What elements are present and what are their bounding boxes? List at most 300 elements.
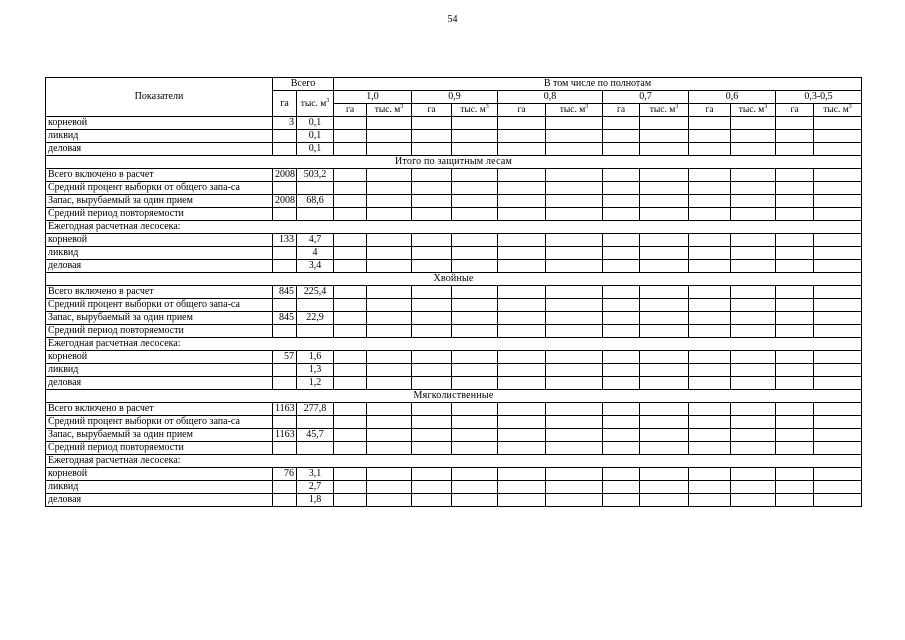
density-value-cell	[603, 195, 640, 208]
density-value-cell	[814, 182, 862, 195]
density-value-cell	[731, 494, 776, 507]
density-value-cell	[498, 312, 546, 325]
row-label: Средний период повторяемости	[46, 325, 273, 338]
total-volume-cell: 0,1	[297, 117, 334, 130]
density-value-cell	[412, 377, 452, 390]
density-value-cell	[498, 468, 546, 481]
total-ha-cell	[273, 299, 297, 312]
section-row	[46, 390, 862, 403]
table-row	[46, 286, 862, 299]
total-volume-cell	[297, 416, 334, 429]
total-ha-cell	[273, 130, 297, 143]
density-value-cell	[498, 286, 546, 299]
density-value-cell	[498, 234, 546, 247]
density-value-cell	[546, 416, 603, 429]
density-value-cell	[640, 195, 689, 208]
density-value-cell	[640, 494, 689, 507]
density-value-cell	[814, 364, 862, 377]
density-value-cell	[546, 494, 603, 507]
density-value-cell	[640, 208, 689, 221]
subheading-row	[46, 221, 862, 234]
density-value-cell	[689, 247, 731, 260]
table-row	[46, 377, 862, 390]
density-value-cell	[546, 247, 603, 260]
density-value-cell	[776, 377, 814, 390]
density-value-cell	[452, 143, 498, 156]
table-row	[46, 169, 862, 182]
density-value-cell	[412, 208, 452, 221]
density-value-cell	[367, 377, 412, 390]
density-value-cell	[452, 403, 498, 416]
row-label: Ежегодная расчетная лесосека:	[46, 221, 862, 234]
total-volume-cell	[297, 208, 334, 221]
density-value-cell	[334, 429, 367, 442]
density-value-cell	[731, 312, 776, 325]
indicators-header: Показатели	[46, 78, 273, 117]
density-value-cell	[412, 364, 452, 377]
table-row	[46, 247, 862, 260]
density-value-cell	[334, 234, 367, 247]
density-value-cell	[603, 130, 640, 143]
unit-volume-header: тыс. $м^3$	[367, 104, 412, 117]
density-value-cell	[814, 234, 862, 247]
density-value-cell	[498, 247, 546, 260]
total-ha-cell	[273, 416, 297, 429]
density-value-cell	[689, 286, 731, 299]
total-ha-cell	[273, 481, 297, 494]
row-label: Запас, вырубаемый за один прием	[46, 429, 273, 442]
density-value-cell	[689, 130, 731, 143]
density-value-cell	[689, 468, 731, 481]
density-value-cell	[498, 364, 546, 377]
total-volume-header: тыс. $м^3$	[297, 91, 334, 117]
row-label: деловая	[46, 143, 273, 156]
density-value-cell	[452, 234, 498, 247]
total-ha-cell: 1163	[273, 403, 297, 416]
density-value-cell	[776, 442, 814, 455]
density-value-cell	[367, 494, 412, 507]
density-value-cell	[334, 260, 367, 273]
density-value-cell	[640, 234, 689, 247]
density-value-cell	[731, 442, 776, 455]
total-volume-cell: 4	[297, 247, 334, 260]
density-value-cell	[412, 494, 452, 507]
total-ha-cell	[273, 208, 297, 221]
density-value-cell	[814, 247, 862, 260]
density-value-cell	[334, 130, 367, 143]
density-value-cell	[412, 325, 452, 338]
density-value-cell	[452, 429, 498, 442]
total-volume-cell: 0,1	[297, 143, 334, 156]
density-value-cell	[640, 364, 689, 377]
density-value-cell	[731, 364, 776, 377]
density-value-cell	[731, 182, 776, 195]
unit-ha-header: га	[334, 104, 367, 117]
section-row	[46, 273, 862, 286]
density-value-cell	[498, 351, 546, 364]
density-value-cell	[776, 182, 814, 195]
density-value-cell	[334, 117, 367, 130]
density-value-cell	[367, 416, 412, 429]
density-value-cell	[452, 117, 498, 130]
density-value-cell	[452, 286, 498, 299]
density-value-cell	[689, 260, 731, 273]
density-header: 0,3-0,5	[776, 91, 862, 104]
density-value-cell	[603, 260, 640, 273]
row-label: Средний процент выборки от общего запа-са	[46, 182, 273, 195]
density-value-cell	[814, 351, 862, 364]
row-label: Всего включено в расчет	[46, 286, 273, 299]
density-value-cell	[412, 312, 452, 325]
density-value-cell	[412, 299, 452, 312]
density-value-cell	[603, 442, 640, 455]
density-value-cell	[452, 468, 498, 481]
density-value-cell	[452, 325, 498, 338]
total-ha-cell	[273, 377, 297, 390]
row-label: Средний период повторяемости	[46, 208, 273, 221]
density-value-cell	[412, 429, 452, 442]
density-value-cell	[603, 325, 640, 338]
total-volume-cell	[297, 442, 334, 455]
row-label: корневой	[46, 234, 273, 247]
density-value-cell	[689, 195, 731, 208]
density-value-cell	[546, 234, 603, 247]
row-label: Средний процент выборки от общего запа-са	[46, 299, 273, 312]
density-value-cell	[689, 325, 731, 338]
density-value-cell	[731, 377, 776, 390]
unit-volume-header: тыс. $м^3$	[814, 104, 862, 117]
total-ha-cell: 845	[273, 312, 297, 325]
density-value-cell	[603, 286, 640, 299]
density-header: 0,6	[689, 91, 776, 104]
density-value-cell	[814, 260, 862, 273]
density-header: 0,8	[498, 91, 603, 104]
density-value-cell	[731, 130, 776, 143]
row-label: корневой	[46, 468, 273, 481]
density-value-cell	[603, 351, 640, 364]
density-value-cell	[367, 208, 412, 221]
row-label: ликвид	[46, 130, 273, 143]
density-value-cell	[689, 117, 731, 130]
total-ha-cell	[273, 247, 297, 260]
density-value-cell	[452, 416, 498, 429]
density-value-cell	[498, 260, 546, 273]
row-label: Ежегодная расчетная лесосека:	[46, 455, 862, 468]
total-volume-cell: 1,3	[297, 364, 334, 377]
density-value-cell	[640, 182, 689, 195]
density-value-cell	[814, 143, 862, 156]
density-value-cell	[367, 403, 412, 416]
table-row	[46, 234, 862, 247]
density-value-cell	[814, 325, 862, 338]
density-value-cell	[412, 130, 452, 143]
density-value-cell	[498, 117, 546, 130]
density-value-cell	[334, 143, 367, 156]
density-value-cell	[334, 247, 367, 260]
unit-volume-header: тыс. $м^3$	[546, 104, 603, 117]
density-value-cell	[689, 403, 731, 416]
density-value-cell	[367, 325, 412, 338]
density-value-cell	[776, 416, 814, 429]
density-value-cell	[689, 442, 731, 455]
section-title: Мягколиственные	[46, 390, 862, 403]
unit-ha-header: га	[498, 104, 546, 117]
density-value-cell	[367, 169, 412, 182]
density-value-cell	[814, 117, 862, 130]
density-header: 0,9	[412, 91, 498, 104]
density-value-cell	[689, 208, 731, 221]
density-value-cell	[546, 403, 603, 416]
table-row	[46, 468, 862, 481]
density-value-cell	[814, 312, 862, 325]
table-row	[46, 182, 862, 195]
page-number: 54	[447, 14, 458, 25]
density-value-cell	[776, 429, 814, 442]
density-value-cell	[367, 195, 412, 208]
total-ha-cell	[273, 494, 297, 507]
density-value-cell	[776, 247, 814, 260]
total-ha-cell	[273, 182, 297, 195]
density-value-cell	[689, 234, 731, 247]
density-value-cell	[776, 208, 814, 221]
density-value-cell	[498, 130, 546, 143]
density-value-cell	[412, 286, 452, 299]
density-value-cell	[546, 299, 603, 312]
density-value-cell	[603, 468, 640, 481]
density-value-cell	[334, 481, 367, 494]
density-value-cell	[640, 481, 689, 494]
section-title: Итого по защитным лесам	[46, 156, 862, 169]
density-value-cell	[603, 299, 640, 312]
density-value-cell	[776, 403, 814, 416]
section-row	[46, 156, 862, 169]
density-value-cell	[640, 351, 689, 364]
density-value-cell	[334, 169, 367, 182]
total-ha-cell: 845	[273, 286, 297, 299]
density-value-cell	[452, 481, 498, 494]
density-value-cell	[731, 286, 776, 299]
total-ha-cell: 133	[273, 234, 297, 247]
total-volume-cell: 68,6	[297, 195, 334, 208]
density-value-cell	[452, 195, 498, 208]
density-value-cell	[546, 364, 603, 377]
density-value-cell	[367, 234, 412, 247]
density-value-cell	[334, 195, 367, 208]
density-value-cell	[412, 169, 452, 182]
table-row	[46, 130, 862, 143]
density-value-cell	[814, 429, 862, 442]
density-value-cell	[689, 182, 731, 195]
density-value-cell	[367, 143, 412, 156]
table-row	[46, 325, 862, 338]
density-value-cell	[689, 299, 731, 312]
density-value-cell	[776, 234, 814, 247]
density-value-cell	[498, 403, 546, 416]
unit-volume-header: тыс. $м^3$	[731, 104, 776, 117]
density-value-cell	[452, 247, 498, 260]
total-volume-cell	[297, 182, 334, 195]
total-volume-cell: 1,6	[297, 351, 334, 364]
unit-ha-header: га	[776, 104, 814, 117]
row-label: ликвид	[46, 481, 273, 494]
table-row	[46, 429, 862, 442]
density-value-cell	[452, 364, 498, 377]
density-value-cell	[412, 260, 452, 273]
table-row	[46, 351, 862, 364]
row-label: корневой	[46, 117, 273, 130]
density-value-cell	[814, 403, 862, 416]
density-value-cell	[603, 182, 640, 195]
density-value-cell	[603, 208, 640, 221]
density-value-cell	[452, 351, 498, 364]
total-volume-cell: 3,4	[297, 260, 334, 273]
density-value-cell	[731, 234, 776, 247]
unit-volume-header: тыс. $м^3$	[640, 104, 689, 117]
row-label: Всего включено в расчет	[46, 403, 273, 416]
density-value-cell	[498, 416, 546, 429]
table-row	[46, 208, 862, 221]
density-value-cell	[603, 143, 640, 156]
density-value-cell	[640, 312, 689, 325]
total-volume-cell: 4,7	[297, 234, 334, 247]
density-value-cell	[731, 117, 776, 130]
density-value-cell	[334, 494, 367, 507]
density-value-cell	[603, 247, 640, 260]
row-label: Всего включено в расчет	[46, 169, 273, 182]
density-value-cell	[640, 169, 689, 182]
density-value-cell	[452, 208, 498, 221]
table-body	[46, 117, 862, 507]
density-value-cell	[731, 260, 776, 273]
density-value-cell	[731, 351, 776, 364]
density-value-cell	[412, 143, 452, 156]
row-label: деловая	[46, 260, 273, 273]
density-value-cell	[452, 182, 498, 195]
density-value-cell	[814, 208, 862, 221]
density-value-cell	[334, 182, 367, 195]
total-ha-cell	[273, 143, 297, 156]
density-group-header: В том числе по полнотам	[334, 78, 862, 91]
density-value-cell	[814, 442, 862, 455]
table-row	[46, 143, 862, 156]
density-value-cell	[498, 325, 546, 338]
total-ha-cell: 57	[273, 351, 297, 364]
density-value-cell	[603, 169, 640, 182]
subheading-row	[46, 338, 862, 351]
total-volume-cell: 22,9	[297, 312, 334, 325]
density-value-cell	[334, 325, 367, 338]
table-row	[46, 312, 862, 325]
density-value-cell	[640, 377, 689, 390]
density-value-cell	[452, 299, 498, 312]
total-volume-cell: 1,2	[297, 377, 334, 390]
density-value-cell	[640, 442, 689, 455]
total-ha-cell	[273, 325, 297, 338]
total-volume-cell: 503,2	[297, 169, 334, 182]
subheading-row	[46, 455, 862, 468]
density-value-cell	[776, 169, 814, 182]
density-value-cell	[603, 364, 640, 377]
density-value-cell	[412, 351, 452, 364]
density-value-cell	[546, 351, 603, 364]
density-value-cell	[731, 169, 776, 182]
density-value-cell	[731, 429, 776, 442]
table-row	[46, 403, 862, 416]
density-value-cell	[603, 377, 640, 390]
density-value-cell	[776, 260, 814, 273]
density-value-cell	[640, 403, 689, 416]
density-value-cell	[412, 481, 452, 494]
density-value-cell	[776, 299, 814, 312]
density-value-cell	[452, 169, 498, 182]
density-value-cell	[814, 494, 862, 507]
density-value-cell	[731, 143, 776, 156]
density-value-cell	[452, 442, 498, 455]
density-value-cell	[452, 260, 498, 273]
density-value-cell	[367, 286, 412, 299]
density-value-cell	[603, 494, 640, 507]
density-value-cell	[367, 182, 412, 195]
density-value-cell	[367, 429, 412, 442]
density-value-cell	[452, 312, 498, 325]
density-value-cell	[640, 143, 689, 156]
density-value-cell	[731, 481, 776, 494]
density-value-cell	[367, 351, 412, 364]
density-value-cell	[689, 312, 731, 325]
density-value-cell	[367, 299, 412, 312]
density-value-cell	[814, 377, 862, 390]
density-value-cell	[640, 247, 689, 260]
density-value-cell	[334, 312, 367, 325]
density-value-cell	[640, 117, 689, 130]
total-ha-cell: 1163	[273, 429, 297, 442]
density-header: 1,0	[334, 91, 412, 104]
density-value-cell	[731, 468, 776, 481]
total-volume-cell: 225,4	[297, 286, 334, 299]
density-value-cell	[546, 325, 603, 338]
density-value-cell	[603, 403, 640, 416]
total-volume-cell: 1,8	[297, 494, 334, 507]
density-value-cell	[814, 130, 862, 143]
density-value-cell	[498, 182, 546, 195]
density-value-cell	[603, 117, 640, 130]
row-label: ликвид	[46, 247, 273, 260]
density-value-cell	[731, 195, 776, 208]
table-row	[46, 299, 862, 312]
density-value-cell	[498, 299, 546, 312]
density-value-cell	[452, 494, 498, 507]
total-volume-cell	[297, 299, 334, 312]
row-label: деловая	[46, 494, 273, 507]
density-value-cell	[412, 442, 452, 455]
row-label: Запас, вырубаемый за один прием	[46, 312, 273, 325]
density-value-cell	[546, 260, 603, 273]
density-value-cell	[367, 468, 412, 481]
density-value-cell	[814, 481, 862, 494]
density-value-cell	[412, 403, 452, 416]
density-value-cell	[640, 416, 689, 429]
row-label: Средний процент выборки от общего запа-са	[46, 416, 273, 429]
total-ha-cell: 2008	[273, 195, 297, 208]
density-value-cell	[689, 351, 731, 364]
density-header: 0,7	[603, 91, 689, 104]
total-ha-cell: 76	[273, 468, 297, 481]
density-value-cell	[603, 416, 640, 429]
density-value-cell	[334, 286, 367, 299]
table-row	[46, 481, 862, 494]
total-volume-cell: 3,1	[297, 468, 334, 481]
density-value-cell	[689, 429, 731, 442]
